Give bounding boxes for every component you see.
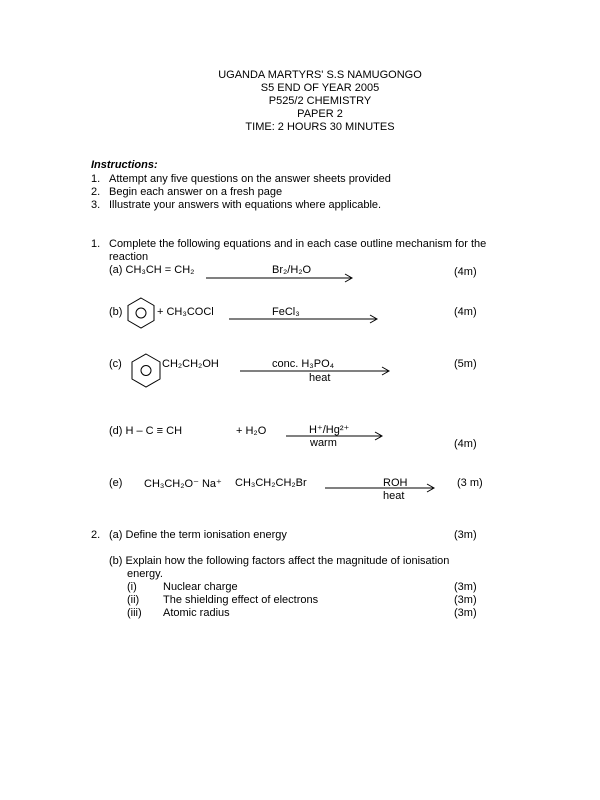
q1d-water: + H₂O xyxy=(236,425,267,437)
q1e-label: (e) xyxy=(109,477,123,489)
q1a-reactant: (a) CH₃CH = CH₂ xyxy=(109,264,195,276)
instruction-text-3: Illustrate your answers with equations where applicable. xyxy=(109,199,382,211)
instruction-num-2: 2. xyxy=(91,186,101,198)
school-name: UGANDA MARTYRS' S.S NAMUGONGO xyxy=(218,69,422,81)
q1d-reagent: H⁺/Hg²⁺ xyxy=(309,424,350,436)
instruction-num-3: 3. xyxy=(91,199,101,211)
exam-title: S5 END OF YEAR 2005 xyxy=(260,82,380,94)
q1e-arrow xyxy=(325,482,437,494)
q1c-reagent: conc. H₃PO₄ xyxy=(272,358,335,370)
paper-number: PAPER 2 xyxy=(297,108,343,120)
q1e-reagent: ROH xyxy=(383,477,408,489)
instructions-title: Instructions: xyxy=(91,159,158,171)
q1e-condition: heat xyxy=(383,490,405,502)
q1b-arrow xyxy=(229,313,379,325)
q1c-label: (c) xyxy=(109,358,122,370)
q1-prompt-line1: Complete the following equations and in each case outline mechanism for the xyxy=(109,238,487,250)
q1d-reactant: (d) H – C ≡ CH xyxy=(109,425,183,437)
q2b-item-text-1: Nuclear charge xyxy=(163,581,238,593)
q2b-item-num-1: (i) xyxy=(127,581,137,593)
q1d-condition: warm xyxy=(310,437,337,449)
q2b-item-marks-1: (3m) xyxy=(454,581,477,593)
q1a-reagent: Br₂/H₂O xyxy=(272,264,312,276)
subject-code: P525/2 CHEMISTRY xyxy=(268,95,372,107)
q1c-substituent: CH₂CH₂OH xyxy=(162,358,219,370)
q1-prompt-line2: reaction xyxy=(109,251,149,263)
instruction-num-1: 1. xyxy=(91,173,101,185)
q2b-item-marks-3: (3m) xyxy=(454,607,477,619)
q2a-marks: (3m) xyxy=(454,529,477,541)
q1-number: 1. xyxy=(91,238,101,250)
q1e-marks: (3 m) xyxy=(457,477,483,489)
q2b-line2: energy. xyxy=(127,568,163,580)
q1a-marks: (4m) xyxy=(454,266,477,278)
q1b-label: (b) xyxy=(109,306,123,318)
instruction-text-2: Begin each answer on a fresh page xyxy=(109,186,283,198)
q1e-reactant2: CH₃CH₂CH₂Br xyxy=(235,477,307,489)
q2b-item-num-3: (iii) xyxy=(127,607,142,619)
exam-duration: TIME: 2 HOURS 30 MINUTES xyxy=(245,121,395,133)
q2a-text: (a) Define the term ionisation energy xyxy=(109,529,287,541)
q1e-reactant1: CH₃CH₂O⁻ Na⁺ xyxy=(144,478,222,490)
q1b-reagent: FeCl₃ xyxy=(272,306,300,318)
q2b-line1: (b) Explain how the following factors affect the magnitude of ionisation xyxy=(109,555,450,567)
q1c-condition: heat xyxy=(309,372,331,384)
q1b-reactant: + CH₃COCl xyxy=(157,306,214,318)
q2b-item-text-3: Atomic radius xyxy=(163,607,230,619)
q1d-marks: (4m) xyxy=(454,438,477,450)
instruction-text-1: Attempt any five questions on the answer sheets provided xyxy=(109,173,391,185)
q2b-item-marks-2: (3m) xyxy=(454,594,477,606)
q1a-arrow xyxy=(206,272,356,284)
q1b-marks: (4m) xyxy=(454,306,477,318)
q2b-item-text-2: The shielding effect of electrons xyxy=(163,594,319,606)
q2b-item-num-2: (ii) xyxy=(127,594,140,606)
benzene-ring-icon xyxy=(126,297,156,329)
q1c-marks: (5m) xyxy=(454,358,477,370)
q2-number: 2. xyxy=(91,529,101,541)
benzene-ring-icon-c xyxy=(130,352,164,390)
